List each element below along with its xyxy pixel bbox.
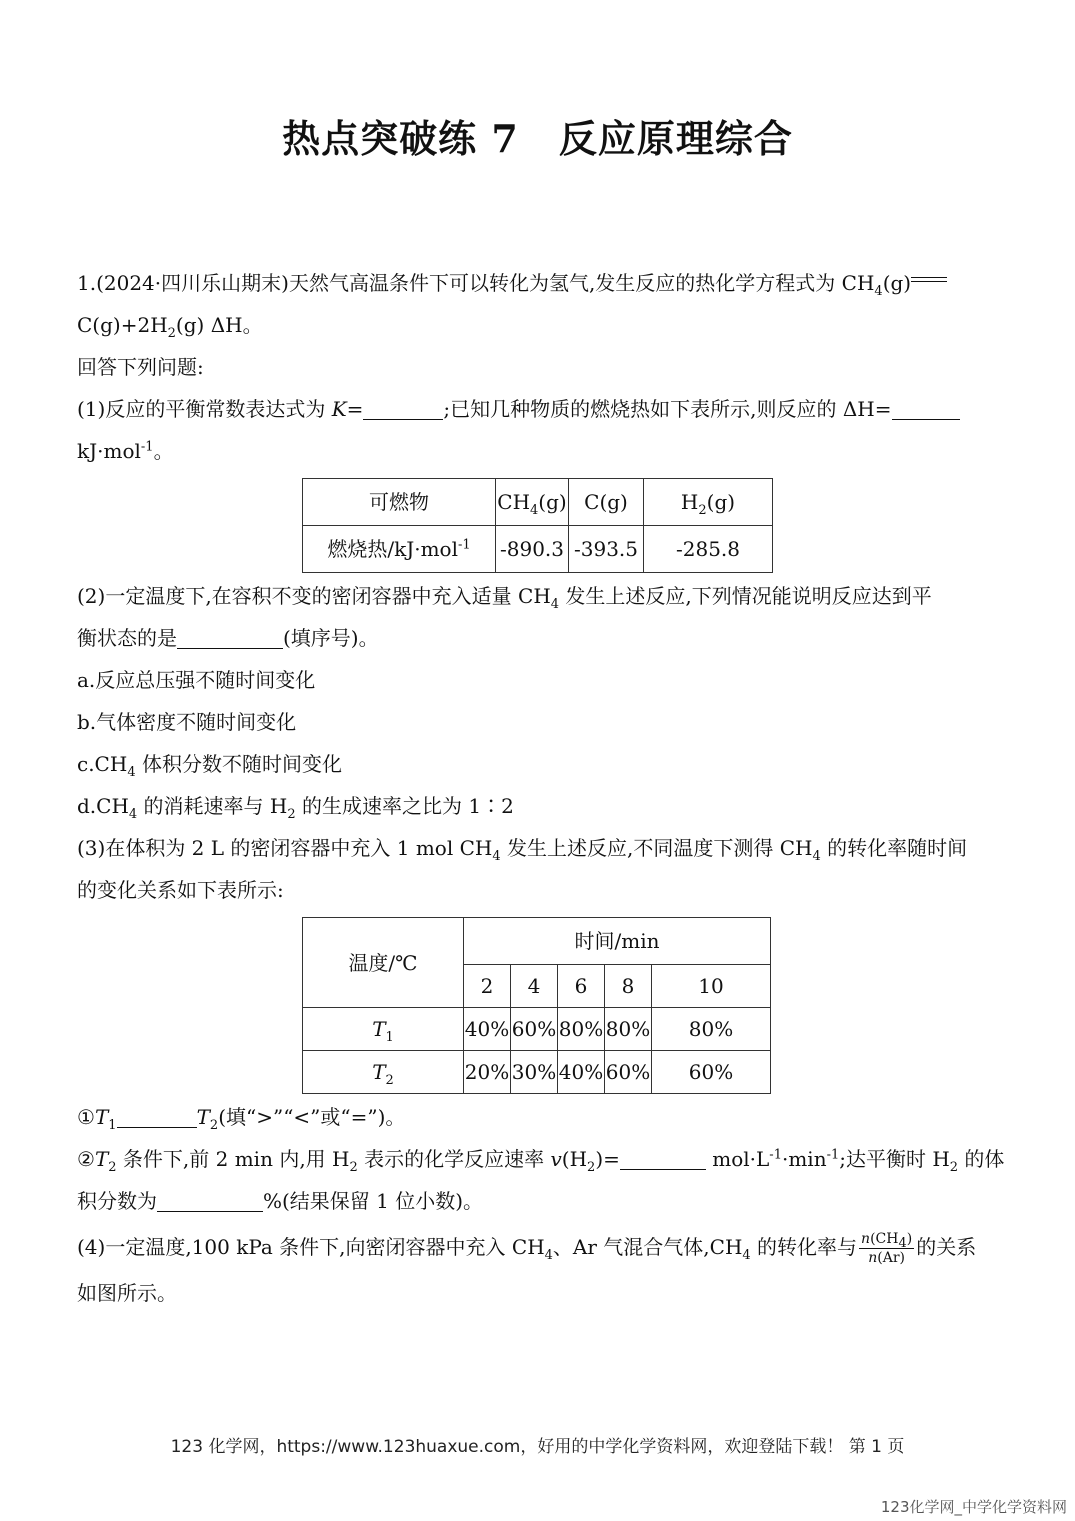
q1-part2-cont: 衡状态的是 (填序号)。 bbox=[77, 626, 379, 650]
table-cell: 60% bbox=[511, 1008, 558, 1051]
table-row-label: 燃烧热/kJ·mol$^{-1}$ bbox=[303, 526, 496, 573]
option-a: a.反应总压强不随时间变化 bbox=[77, 668, 316, 692]
table-cell: -890.3 bbox=[496, 526, 569, 573]
table-cell: 80% bbox=[558, 1008, 605, 1051]
table-cell: 20% bbox=[464, 1051, 511, 1094]
table-row-label: $T_1$ bbox=[303, 1008, 464, 1051]
q1-sub2: $②T_2$ 条件下,前 2 min 内,用 $H_2$ 表示的化学反应速率 $v(H_2)= mol\cdot L^{-1}\cdot\min^{-1}$;达平衡时 $H_2$ 的体 bbox=[77, 1147, 1005, 1175]
answer-blank-k[interactable] bbox=[363, 395, 443, 420]
table-row-label: $T_2$ bbox=[303, 1051, 464, 1094]
table-cell: 80% bbox=[652, 1008, 771, 1051]
q1-part1: (1)反应的平衡常数表达式为 K= ;已知几种物质的燃烧热如下表所示,则反应的 ΔH= bbox=[77, 388, 1002, 430]
q1-sub1: $①T_1$ $T_2$(填“>”“<”或“=”)。 bbox=[77, 1105, 406, 1133]
ratio-fraction: $\frac{n(CH_4)}{n(Ar)}$ bbox=[861, 1231, 913, 1266]
q1-part4: (4)一定温度,100 kPa 条件下,向密闭容器中充入 $CH_4$、Ar 气混合气体$,CH_4$ 的转化率与 $\frac{n(CH_4)}{n(Ar)}$ 的关系 bbox=[77, 1231, 977, 1266]
answer-blank-part2[interactable] bbox=[177, 624, 283, 649]
q1-intro: 1.(2024·四川乐山期末)天然气高温条件下可以转化为氢气,发生反应的热化学方程式为 $CH_4(g)$ bbox=[77, 262, 1002, 304]
page-footer: 123 化学网，https://www.123huaxue.com，好用的中学化学资料网，欢迎登陆下载！ 第 1 页 bbox=[170, 1437, 905, 1457]
table-cell: 40% bbox=[464, 1008, 511, 1051]
answer-blank-dh[interactable] bbox=[892, 395, 960, 420]
answer-blank-rate[interactable] bbox=[620, 1145, 706, 1170]
table-cell: 80% bbox=[605, 1008, 652, 1051]
answer-blank-fraction[interactable] bbox=[157, 1187, 263, 1212]
question-1 bbox=[77, 262, 1005, 1314]
table-header-cell: 10 bbox=[652, 965, 771, 1008]
q1-part4-cont: 如图所示。 bbox=[77, 1281, 177, 1305]
answer-blank-compare[interactable] bbox=[117, 1103, 197, 1128]
table-cell: -393.5 bbox=[569, 526, 644, 573]
table-header-cell: 2 bbox=[464, 965, 511, 1008]
q1-part3: (3)在体积为 2 L 的密闭容器中充入 1 mol $CH_4$ 发生上述反应,不同温度下测得 $CH_4$ 的转化率随时间 bbox=[77, 836, 968, 864]
q1-part3-cont: 的变化关系如下表所示: bbox=[77, 878, 284, 902]
table-header-cell: C(g) bbox=[569, 479, 644, 526]
table-header-cell: 8 bbox=[605, 965, 652, 1008]
table-cell: 60% bbox=[652, 1051, 771, 1094]
option-b: b.气体密度不随时间变化 bbox=[77, 710, 297, 734]
q1-part1-unit: kJ·mol$^{-1}$。 bbox=[77, 439, 174, 463]
q1-sub2-cont: 积分数为 %(结果保留 1 位小数)。 bbox=[77, 1189, 484, 1213]
table-cell: 40% bbox=[558, 1051, 605, 1094]
combustion-heat-table bbox=[302, 478, 773, 573]
conversion-rate-table bbox=[302, 917, 771, 1094]
option-c: $c.CH_4$ 体积分数不随时间变化 bbox=[77, 752, 342, 780]
table-header-cell: 4 bbox=[511, 965, 558, 1008]
page-title: 热点突破练 7 反应原理综合 bbox=[282, 116, 793, 161]
table-corner-cell: 温度/℃ bbox=[303, 918, 464, 1008]
table-header-cell: $CH_4(g)$ bbox=[496, 479, 569, 526]
table-cell: 30% bbox=[511, 1051, 558, 1094]
table-cell: 60% bbox=[605, 1051, 652, 1094]
equilibrium-arrow-icon bbox=[911, 274, 947, 288]
q1-part2: (2)一定温度下,在容积不变的密闭容器中充入适量 $CH_4$ 发生上述反应,下列情况能说明反应达到平 bbox=[77, 584, 932, 612]
q1-equation: $C(g)+2H_2(g)$ ΔH。 bbox=[77, 313, 263, 341]
table-header-cell: 时间/min bbox=[464, 918, 771, 965]
table-cell: -285.8 bbox=[644, 526, 773, 573]
table-header-cell: $H_2(g)$ bbox=[644, 479, 773, 526]
table-header-cell: 6 bbox=[558, 965, 605, 1008]
watermark: 123化学网_中学化学资料网 bbox=[880, 1498, 1067, 1516]
table-header-cell: 可燃物 bbox=[303, 479, 496, 526]
q1-prompt: 回答下列问题: bbox=[77, 355, 204, 379]
option-d: $d.CH_4$ 的消耗速率与 $H_2$ 的生成速率之比为 1∶2 bbox=[77, 794, 514, 822]
